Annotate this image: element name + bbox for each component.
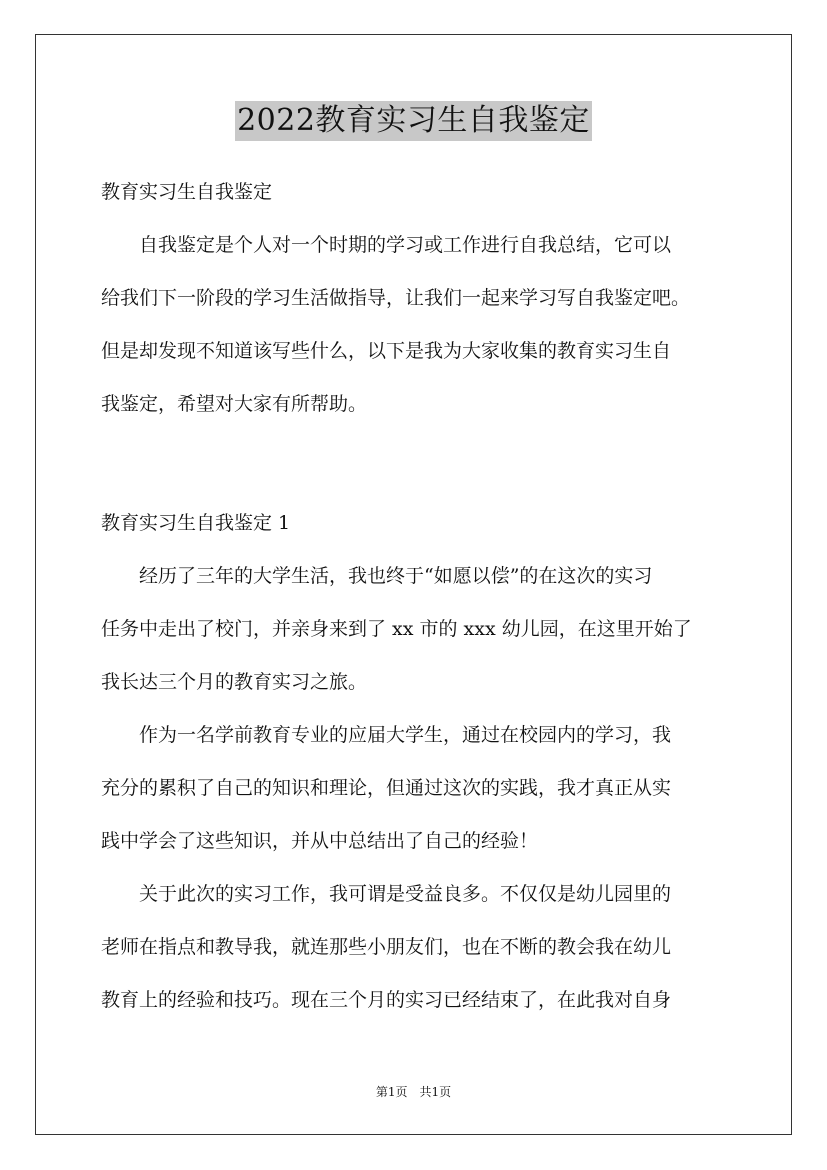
paragraph-line: 经历了三年的大学生活，我也终于“如愿以偿”的在这次的实习	[139, 565, 653, 587]
section1-paragraph-2	[101, 718, 726, 877]
paragraph-line: 任务中走出了校门，并亲身来到了 xx 市的 xxx 幼儿园，在这里开始了	[101, 618, 692, 640]
intro-paragraph	[101, 228, 726, 440]
page-number: 第1页 共1页	[375, 1085, 452, 1099]
paragraph-line: 作为一名学前教育专业的应届大学生，通过在校园内的学习，我	[139, 724, 672, 746]
intro-line: 给我们下一阶段的学习生活做指导，让我们一起来学习写自我鉴定吧。	[101, 287, 691, 309]
document-title: 2022教育实习生自我鉴定	[235, 101, 592, 141]
intro-heading: 教育实习生自我鉴定	[101, 181, 273, 203]
section1-paragraph-1	[101, 559, 726, 718]
document-body	[101, 175, 726, 1036]
paragraph-line: 充分的累积了自己的知识和理论，但通过这次的实践，我才真正从实	[101, 777, 672, 799]
title-container	[0, 101, 827, 141]
intro-line: 但是却发现不知道该写些什么，以下是我为大家收集的教育实习生自	[101, 340, 672, 362]
section1-paragraph-3	[101, 877, 726, 1036]
paragraph-line: 老师在指点和教导我，就连那些小朋友们，也在不断的教会我在幼儿	[101, 936, 672, 958]
section-heading: 教育实习生自我鉴定 1	[101, 512, 291, 534]
paragraph-line: 我长达三个月的教育实习之旅。	[101, 671, 368, 693]
intro-line: 我鉴定，希望对大家有所帮助。	[101, 393, 368, 415]
paragraph-line: 关于此次的实习工作，我可谓是受益良多。不仅仅是幼儿园里的	[139, 883, 672, 905]
paragraph-line: 教育上的经验和技巧。现在三个月的实习已经结束了，在此我对自身	[101, 989, 672, 1011]
intro-line: 自我鉴定是个人对一个时期的学习或工作进行自我总结，它可以	[139, 234, 672, 256]
page-footer	[0, 1084, 827, 1100]
paragraph-line: 践中学会了这些知识，并从中总结出了自己的经验！	[101, 830, 539, 852]
